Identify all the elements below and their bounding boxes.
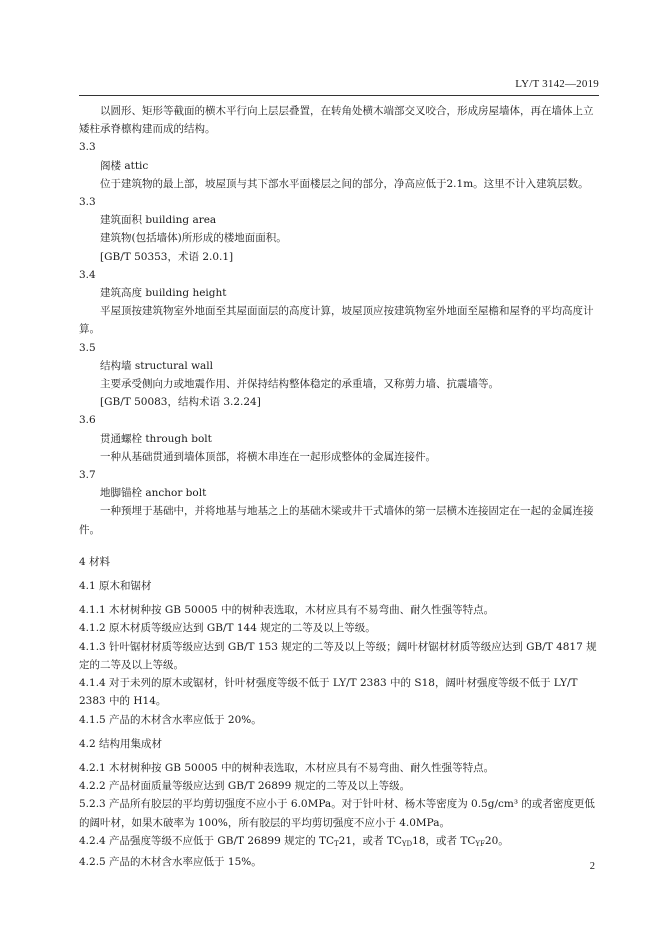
term-entry: [79, 193, 599, 266]
clause: 4.1.5 产品的木材含水率应低于 20%。: [79, 713, 262, 726]
term-title: 地脚锚栓 anchor bolt: [100, 487, 207, 500]
subscript: T: [334, 839, 339, 848]
term-number: 3.4: [79, 268, 96, 281]
term-reference: [GB/T 50353，术语 2.0.1]: [100, 250, 234, 263]
clause: 4.2.2 产品材面质量等级应达到 GB/T 26899 规定的二等及以上等级。: [79, 780, 411, 793]
term-number: 3.3: [79, 196, 96, 209]
clause: 4.2.5 产品的木材含水率应低于 15%。: [79, 855, 262, 868]
term-number: 3.6: [79, 414, 96, 427]
term-number: 3.3: [79, 141, 96, 154]
term-number: 3.5: [79, 341, 96, 354]
page-content: [79, 102, 599, 871]
section-heading: 4 材料: [79, 555, 111, 568]
term-title: 贯通螺栓 through bolt: [100, 432, 212, 445]
term-title: 结构墙 structural wall: [100, 359, 214, 372]
clause: 4.1.2 原木材质等级应达到 GB/T 144 规定的二等及以上等级。: [79, 622, 376, 635]
term-definition: 建筑物(包括墙体)所形成的楼地面面积。: [100, 232, 287, 245]
document-code: LY/T 3142—2019: [515, 78, 599, 90]
subscript: YD: [401, 839, 413, 848]
term-entry: [79, 266, 599, 339]
clause: 4.1.4 对于未列的原木或锯材，针叶材强度等级不低于 LY/T 2383 中的 S18，阔叶材强度等级不低于 LY/T 2383 中的 H14。: [79, 677, 578, 708]
page-number: 2: [589, 861, 595, 872]
term-definition: 一种从基础贯通到墙体顶部，将横木串连在一起形成整体的金属连接件。: [100, 450, 436, 463]
term-entry: [79, 411, 599, 466]
intro-paragraph: 以圆形、矩形等截面的横木平行向上层层叠置，在转角处横木端部交叉咬合，形成房屋墙体，再在墙体上立矮柱承脊檩构建而成的结构。: [79, 105, 594, 136]
term-definition: 一种预埋于基础中，并将地基与地基之上的基础木梁或井干式墙体的第一层横木连接固定在一起的金属连接件。: [79, 505, 594, 536]
clause-text: 20。: [484, 834, 509, 847]
subsection-heading: 4.1 原木和锯材: [79, 580, 152, 593]
term-number: 3.7: [79, 469, 96, 482]
clause: 4.1.3 针叶锯材材质等级应达到 GB/T 153 规定的二等及以上等级；阔叶材锯材材质等级应达到 GB/T 4817 规定的二等及以上等级。: [79, 640, 597, 671]
header-rule: [79, 95, 599, 96]
clause-text: 4.2.4 产品强度等级不应低于 GB/T 26899 规定的 TC: [79, 834, 334, 847]
clause: 4.2.1 木材树种按 GB 50005 中的树种表选取，木材应具有不易弯曲、耐久性强等特点。: [79, 761, 495, 774]
clause: 4.1.1 木材树种按 GB 50005 中的树种表选取，木材应具有不易弯曲、耐久性强等特点。: [79, 604, 495, 617]
term-title: 建筑面积 building area: [100, 214, 217, 227]
clause-text: 18，或者 TC: [412, 834, 476, 847]
subscript: YF: [475, 839, 485, 848]
term-reference: [GB/T 50083，结构术语 3.2.24]: [100, 396, 261, 409]
term-definition: 位于建筑物的最上部，坡屋顶与其下部水平面楼层之间的部分，净高应低于2.1m。这里不计入建筑层数。: [100, 177, 589, 190]
term-entry: [79, 466, 599, 539]
term-title: 阁楼 attic: [100, 159, 149, 172]
term-definition: 主要承受侧向力或地震作用、并保持结构整体稳定的承重墙，又称剪力墙、抗震墙等。: [100, 378, 499, 391]
subsection-heading: 4.2 结构用集成材: [79, 737, 163, 750]
clause: 5.2.3 产品所有胶层的平均剪切强度不应小于 6.0MPa。对于针叶材、杨木等密度为 0.5g/cm³ 的或者密度更低的阔叶材，如果木破率为 100%，所有胶层的平均剪切强度不应小于 4.0MPa。: [79, 798, 595, 829]
term-title: 建筑高度 building height: [100, 287, 227, 300]
term-entry: [79, 339, 599, 412]
clause-text: 21，或者 TC: [338, 834, 402, 847]
clause-strength-grade: [79, 832, 599, 853]
term-definition: 平屋顶按建筑物室外地面至其屋面面层的高度计算，坡屋顶应按建筑物室外地面至屋檐和屋脊的平均高度计算。: [79, 305, 594, 336]
term-entry: [79, 138, 599, 193]
